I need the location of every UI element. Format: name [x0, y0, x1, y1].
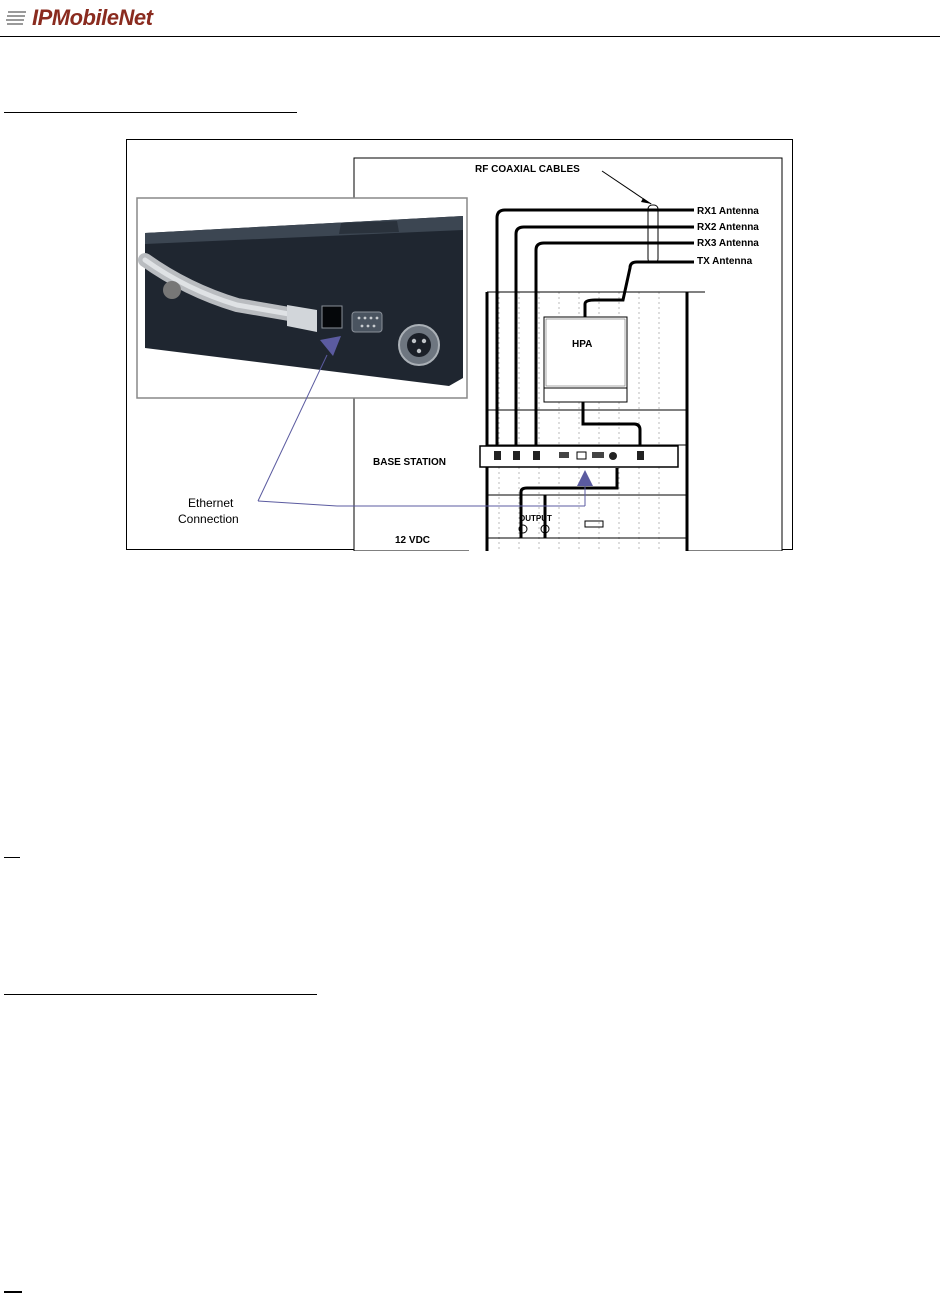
ethernet-label-line2: Connection: [178, 512, 239, 526]
power-supply-label: 12 VDC: [395, 535, 431, 546]
screw-photo: [163, 281, 181, 299]
connection-diagram: [126, 139, 793, 550]
logo: [6, 2, 152, 34]
section-heading-underline-2: [4, 994, 317, 995]
section-heading-underline: [4, 112, 297, 113]
rx2-antenna-label: RX2 Antenna: [697, 222, 759, 233]
logo-text: IPMobileNet: [32, 5, 153, 30]
note-underline-2: [4, 1291, 22, 1293]
ethernet-label-line1: Ethernet: [188, 496, 234, 510]
rx3-antenna-label: RX3 Antenna: [697, 238, 759, 249]
output-label: OUTPUT: [519, 514, 552, 523]
hpa-unit: [544, 317, 627, 402]
connection-diagram-svg: [127, 140, 794, 551]
hpa-label: HPA: [572, 339, 593, 350]
note-underline: [4, 857, 20, 858]
rx1-antenna-label: RX1 Antenna: [697, 206, 759, 217]
serial-port-photo: [352, 312, 382, 332]
ipmobilenet-logo-icon: [6, 8, 28, 28]
ethernet-jack-photo: [322, 306, 342, 328]
base-station-label: BASE STATION: [373, 457, 446, 468]
rf-coaxial-cables-label: RF COAXIAL CABLES: [475, 164, 580, 175]
tx-antenna-label: TX Antenna: [697, 256, 753, 267]
header-divider: [0, 36, 940, 37]
